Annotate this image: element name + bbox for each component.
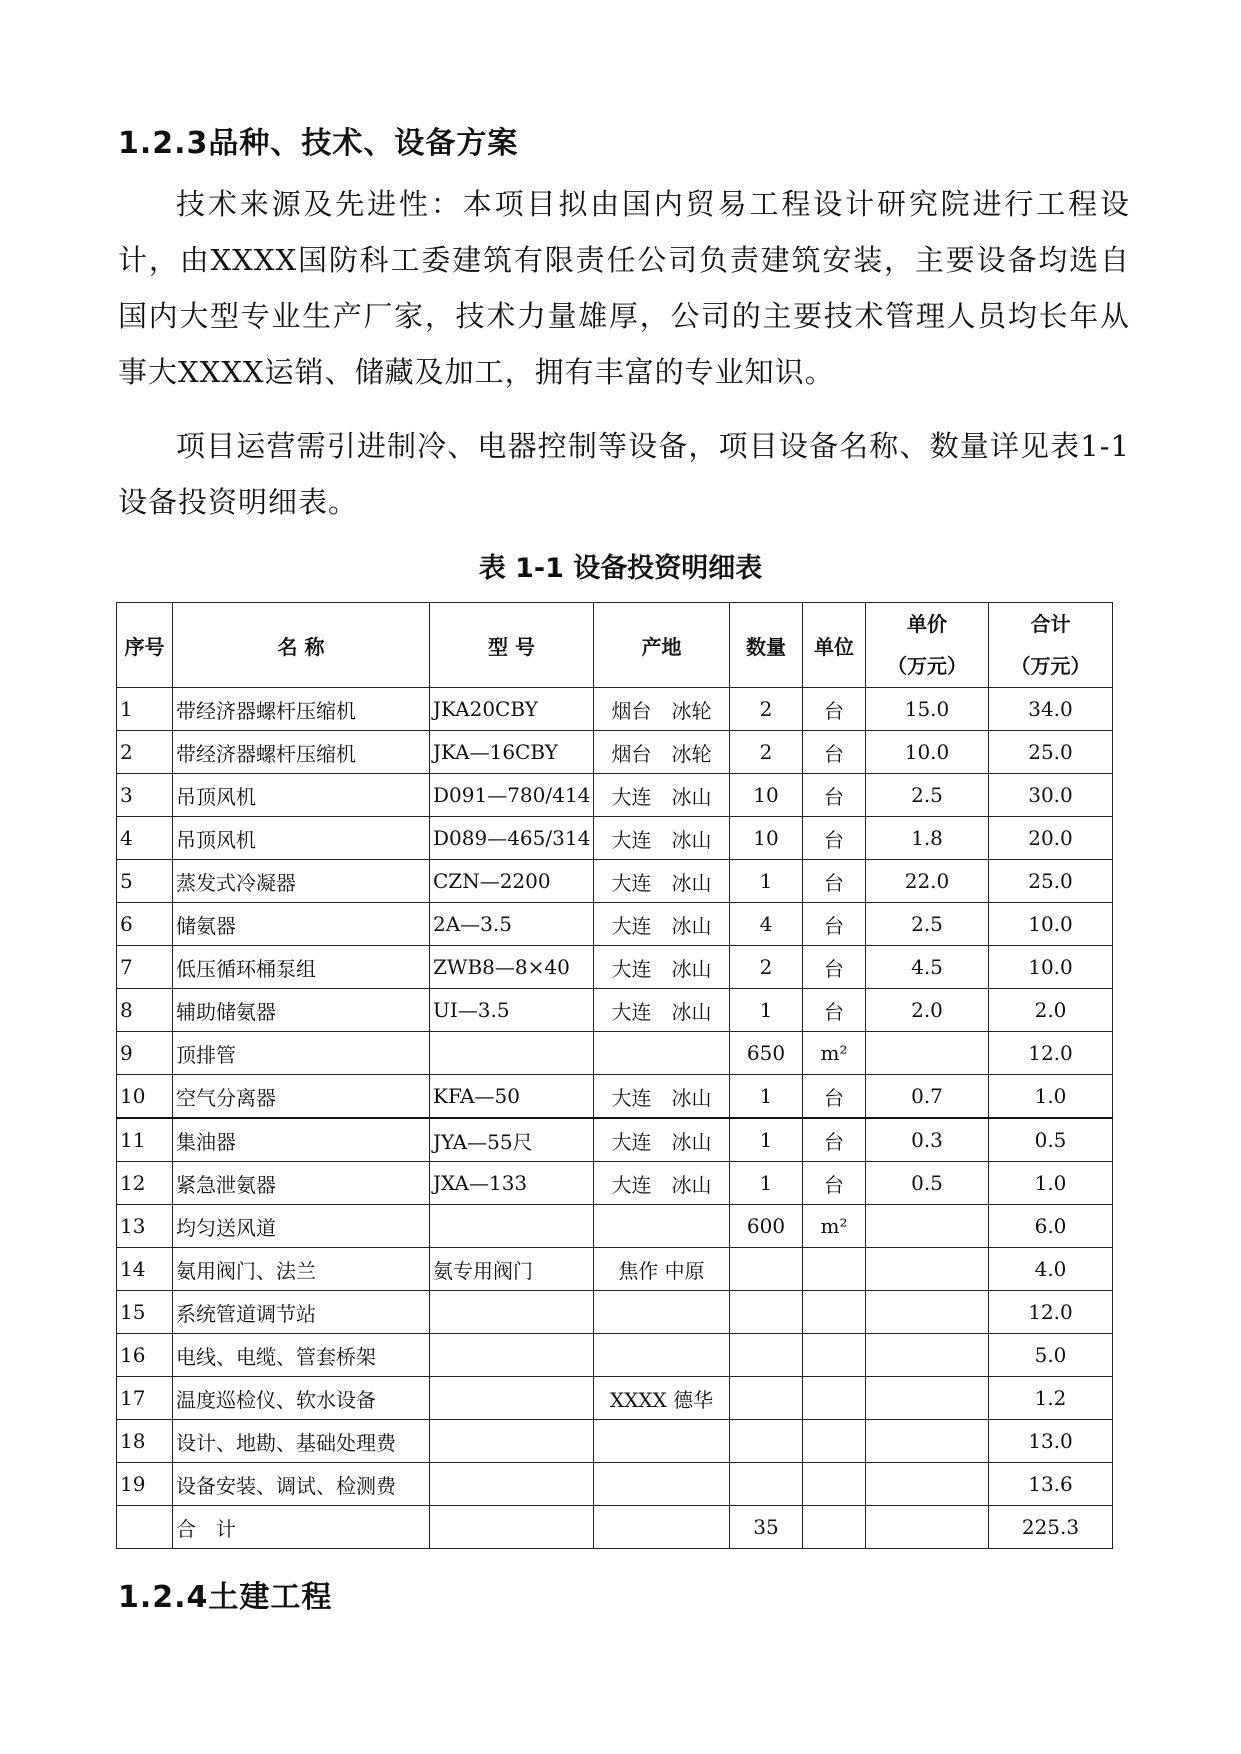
cell-name: 设计、地勘、基础处理费	[173, 1420, 430, 1463]
table-row	[117, 989, 1113, 1032]
cell-model: CZN—2200	[430, 860, 594, 903]
cell-total: 25.0	[989, 731, 1113, 774]
header-no: 序号	[117, 603, 173, 688]
cell-model: JKA—16CBY	[430, 731, 594, 774]
cell-price: 15.0	[866, 688, 989, 731]
cell-price: 22.0	[866, 860, 989, 903]
cell-no: 19	[117, 1463, 173, 1506]
cell-origin: 大连 冰山	[594, 774, 730, 817]
cell-qty: 2	[730, 731, 803, 774]
cell-total: 13.0	[989, 1420, 1113, 1463]
cell-price: 0.3	[866, 1118, 989, 1162]
cell-origin: 大连 冰山	[594, 946, 730, 989]
cell-model	[430, 1463, 594, 1506]
cell-qty	[730, 1334, 803, 1377]
cell-unit: m²	[803, 1032, 866, 1075]
cell-origin	[594, 1205, 730, 1248]
table-row	[117, 688, 1113, 731]
cell-name: 带经济器螺杆压缩机	[173, 688, 430, 731]
cell-unit: 台	[803, 1118, 866, 1162]
cell-total: 10.0	[989, 903, 1113, 946]
cell-total: 1.2	[989, 1377, 1113, 1420]
table-row	[117, 903, 1113, 946]
cell-no: 17	[117, 1377, 173, 1420]
table-header-row	[117, 603, 1113, 688]
cell-name: 辅助储氨器	[173, 989, 430, 1032]
table-row	[117, 1291, 1113, 1334]
cell-unit: 台	[803, 860, 866, 903]
header-total-unit: （万元）	[1010, 654, 1091, 678]
cell-price	[866, 1248, 989, 1291]
total-cell-qty: 35	[730, 1506, 803, 1549]
cell-total: 2.0	[989, 989, 1113, 1032]
table-row	[117, 1032, 1113, 1075]
table-row	[117, 1075, 1113, 1119]
equipment-investment-table	[116, 602, 1113, 1549]
cell-no: 4	[117, 817, 173, 860]
cell-qty: 2	[730, 688, 803, 731]
table-row	[117, 1118, 1113, 1162]
table-row	[117, 1205, 1113, 1248]
cell-model	[430, 1420, 594, 1463]
cell-total: 20.0	[989, 817, 1113, 860]
cell-model	[430, 1377, 594, 1420]
table-total-row	[117, 1506, 1113, 1549]
total-cell-empty	[803, 1506, 866, 1549]
table-title: 表 1-1 设备投资明细表	[478, 553, 763, 584]
table-row	[117, 1162, 1113, 1205]
cell-total: 1.0	[989, 1162, 1113, 1205]
cell-price	[866, 1463, 989, 1506]
cell-model: JXA—133	[430, 1162, 594, 1205]
cell-total: 5.0	[989, 1334, 1113, 1377]
cell-model	[430, 1291, 594, 1334]
cell-model: ZWB8—8×40	[430, 946, 594, 989]
paragraph-equipment-intro: 项目运营需引进制冷、电器控制等设备，项目设备名称、数量详见表1-1设备投资明细表。	[118, 429, 1130, 519]
header-total	[989, 603, 1113, 688]
section-heading-1-2-3: 1.2.3品种、技术、设备方案	[118, 126, 519, 161]
cell-total: 0.5	[989, 1118, 1113, 1162]
cell-no: 13	[117, 1205, 173, 1248]
cell-price: 0.7	[866, 1075, 989, 1119]
cell-origin: 大连 冰山	[594, 860, 730, 903]
cell-origin: XXXX 德华	[594, 1377, 730, 1420]
cell-name: 均匀送风道	[173, 1205, 430, 1248]
cell-origin	[594, 1334, 730, 1377]
cell-name: 低压循环桶泵组	[173, 946, 430, 989]
table-row	[117, 1420, 1113, 1463]
cell-total: 6.0	[989, 1205, 1113, 1248]
cell-price: 10.0	[866, 731, 989, 774]
cell-name: 顶排管	[173, 1032, 430, 1075]
cell-qty	[730, 1248, 803, 1291]
cell-unit: 台	[803, 903, 866, 946]
cell-total: 1.0	[989, 1075, 1113, 1119]
table-row	[117, 946, 1113, 989]
cell-model: 氨专用阀门	[430, 1248, 594, 1291]
cell-no: 11	[117, 1118, 173, 1162]
cell-price: 2.5	[866, 903, 989, 946]
cell-total: 12.0	[989, 1291, 1113, 1334]
header-name: 名 称	[173, 603, 430, 688]
table-row	[117, 1377, 1113, 1420]
cell-model: D089—465/314	[430, 817, 594, 860]
cell-name: 空气分离器	[173, 1075, 430, 1119]
cell-origin: 大连 冰山	[594, 1162, 730, 1205]
cell-total: 25.0	[989, 860, 1113, 903]
cell-origin: 大连 冰山	[594, 817, 730, 860]
cell-total: 12.0	[989, 1032, 1113, 1075]
cell-no: 16	[117, 1334, 173, 1377]
cell-origin: 大连 冰山	[594, 903, 730, 946]
cell-price: 0.5	[866, 1162, 989, 1205]
total-cell-empty	[866, 1506, 989, 1549]
table-row	[117, 1248, 1113, 1291]
cell-name: 氨用阀门、法兰	[173, 1248, 430, 1291]
cell-unit: 台	[803, 817, 866, 860]
cell-no: 9	[117, 1032, 173, 1075]
cell-name: 带经济器螺杆压缩机	[173, 731, 430, 774]
cell-qty: 2	[730, 946, 803, 989]
cell-qty: 600	[730, 1205, 803, 1248]
header-price	[866, 603, 989, 688]
cell-unit	[803, 1420, 866, 1463]
cell-total: 34.0	[989, 688, 1113, 731]
cell-model: JYA—55尺	[430, 1118, 594, 1162]
cell-qty: 1	[730, 1162, 803, 1205]
cell-unit: 台	[803, 1075, 866, 1119]
cell-price	[866, 1291, 989, 1334]
total-cell-name: 合 计	[173, 1506, 430, 1549]
cell-name: 集油器	[173, 1118, 430, 1162]
cell-total: 10.0	[989, 946, 1113, 989]
cell-qty: 10	[730, 774, 803, 817]
section-heading-1-2-4: 1.2.4土建工程	[118, 1580, 333, 1615]
paragraph-technology-source: 技术来源及先进性：本项目拟由国内贸易工程设计研究院进行工程设计，由XXXX国防科工委建筑有限责任公司负责建筑安装，主要设备均选自国内大型专业生产厂家，技术力量雄厚，公司的主要技术管理人员均长年从事大XXXX运销、储藏及加工，拥有丰富的专业知识。	[118, 187, 1130, 389]
cell-price	[866, 1377, 989, 1420]
cell-name: 系统管道调节站	[173, 1291, 430, 1334]
cell-no: 12	[117, 1162, 173, 1205]
total-cell-empty	[430, 1506, 594, 1549]
cell-no: 5	[117, 860, 173, 903]
cell-no: 1	[117, 688, 173, 731]
cell-unit	[803, 1248, 866, 1291]
cell-origin	[594, 1291, 730, 1334]
table-row	[117, 817, 1113, 860]
cell-name: 温度巡检仪、软水设备	[173, 1377, 430, 1420]
cell-qty: 4	[730, 903, 803, 946]
cell-unit	[803, 1334, 866, 1377]
cell-unit: 台	[803, 989, 866, 1032]
header-total-label: 合计	[1030, 612, 1071, 636]
table-row	[117, 860, 1113, 903]
cell-qty	[730, 1291, 803, 1334]
cell-unit: 台	[803, 946, 866, 989]
cell-price	[866, 1032, 989, 1075]
cell-price: 2.5	[866, 774, 989, 817]
cell-price: 4.5	[866, 946, 989, 989]
cell-price: 2.0	[866, 989, 989, 1032]
cell-origin: 大连 冰山	[594, 1075, 730, 1119]
header-price-label: 单价	[907, 612, 947, 636]
cell-qty	[730, 1420, 803, 1463]
cell-no: 3	[117, 774, 173, 817]
cell-name: 蒸发式冷凝器	[173, 860, 430, 903]
cell-origin: 焦作 中原	[594, 1248, 730, 1291]
cell-model	[430, 1205, 594, 1248]
cell-model	[430, 1032, 594, 1075]
cell-qty	[730, 1463, 803, 1506]
cell-origin	[594, 1463, 730, 1506]
cell-unit: m²	[803, 1205, 866, 1248]
cell-total: 30.0	[989, 774, 1113, 817]
cell-qty: 1	[730, 1118, 803, 1162]
cell-no: 2	[117, 731, 173, 774]
cell-total: 13.6	[989, 1463, 1113, 1506]
cell-no: 8	[117, 989, 173, 1032]
cell-name: 紧急泄氨器	[173, 1162, 430, 1205]
cell-price	[866, 1420, 989, 1463]
cell-qty: 10	[730, 817, 803, 860]
cell-name: 储氨器	[173, 903, 430, 946]
cell-model: 2A—3.5	[430, 903, 594, 946]
cell-price	[866, 1334, 989, 1377]
table-row	[117, 1334, 1113, 1377]
cell-unit: 台	[803, 1162, 866, 1205]
cell-model: JKA20CBY	[430, 688, 594, 731]
total-cell-empty	[594, 1506, 730, 1549]
cell-no: 18	[117, 1420, 173, 1463]
cell-origin: 烟台 冰轮	[594, 688, 730, 731]
cell-name: 吊顶风机	[173, 817, 430, 860]
cell-qty: 1	[730, 989, 803, 1032]
cell-price	[866, 1205, 989, 1248]
cell-model: D091—780/414	[430, 774, 594, 817]
cell-qty: 650	[730, 1032, 803, 1075]
cell-unit: 台	[803, 731, 866, 774]
cell-no: 7	[117, 946, 173, 989]
cell-origin	[594, 1420, 730, 1463]
cell-qty: 1	[730, 860, 803, 903]
cell-origin	[594, 1032, 730, 1075]
cell-model: UI—3.5	[430, 989, 594, 1032]
header-model: 型 号	[430, 603, 594, 688]
cell-origin: 烟台 冰轮	[594, 731, 730, 774]
total-cell-empty	[117, 1506, 173, 1549]
cell-unit: 台	[803, 774, 866, 817]
cell-no: 10	[117, 1075, 173, 1119]
cell-qty: 1	[730, 1075, 803, 1119]
cell-unit	[803, 1463, 866, 1506]
cell-unit	[803, 1291, 866, 1334]
header-origin: 产地	[594, 603, 730, 688]
cell-name: 吊顶风机	[173, 774, 430, 817]
cell-model: KFA—50	[430, 1075, 594, 1119]
cell-name: 设备安装、调试、检测费	[173, 1463, 430, 1506]
cell-origin: 大连 冰山	[594, 989, 730, 1032]
table-row	[117, 1463, 1113, 1506]
table-row	[117, 731, 1113, 774]
cell-no: 14	[117, 1248, 173, 1291]
cell-no: 6	[117, 903, 173, 946]
table-row	[117, 774, 1113, 817]
total-cell-total: 225.3	[989, 1506, 1113, 1549]
cell-price: 1.8	[866, 817, 989, 860]
cell-total: 4.0	[989, 1248, 1113, 1291]
cell-qty	[730, 1377, 803, 1420]
cell-unit	[803, 1377, 866, 1420]
header-unit: 单位	[803, 603, 866, 688]
cell-model	[430, 1334, 594, 1377]
cell-no: 15	[117, 1291, 173, 1334]
cell-origin: 大连 冰山	[594, 1118, 730, 1162]
header-price-unit: （万元）	[887, 654, 967, 678]
cell-unit: 台	[803, 688, 866, 731]
header-qty: 数量	[730, 603, 803, 688]
cell-name: 电线、电缆、管套桥架	[173, 1334, 430, 1377]
